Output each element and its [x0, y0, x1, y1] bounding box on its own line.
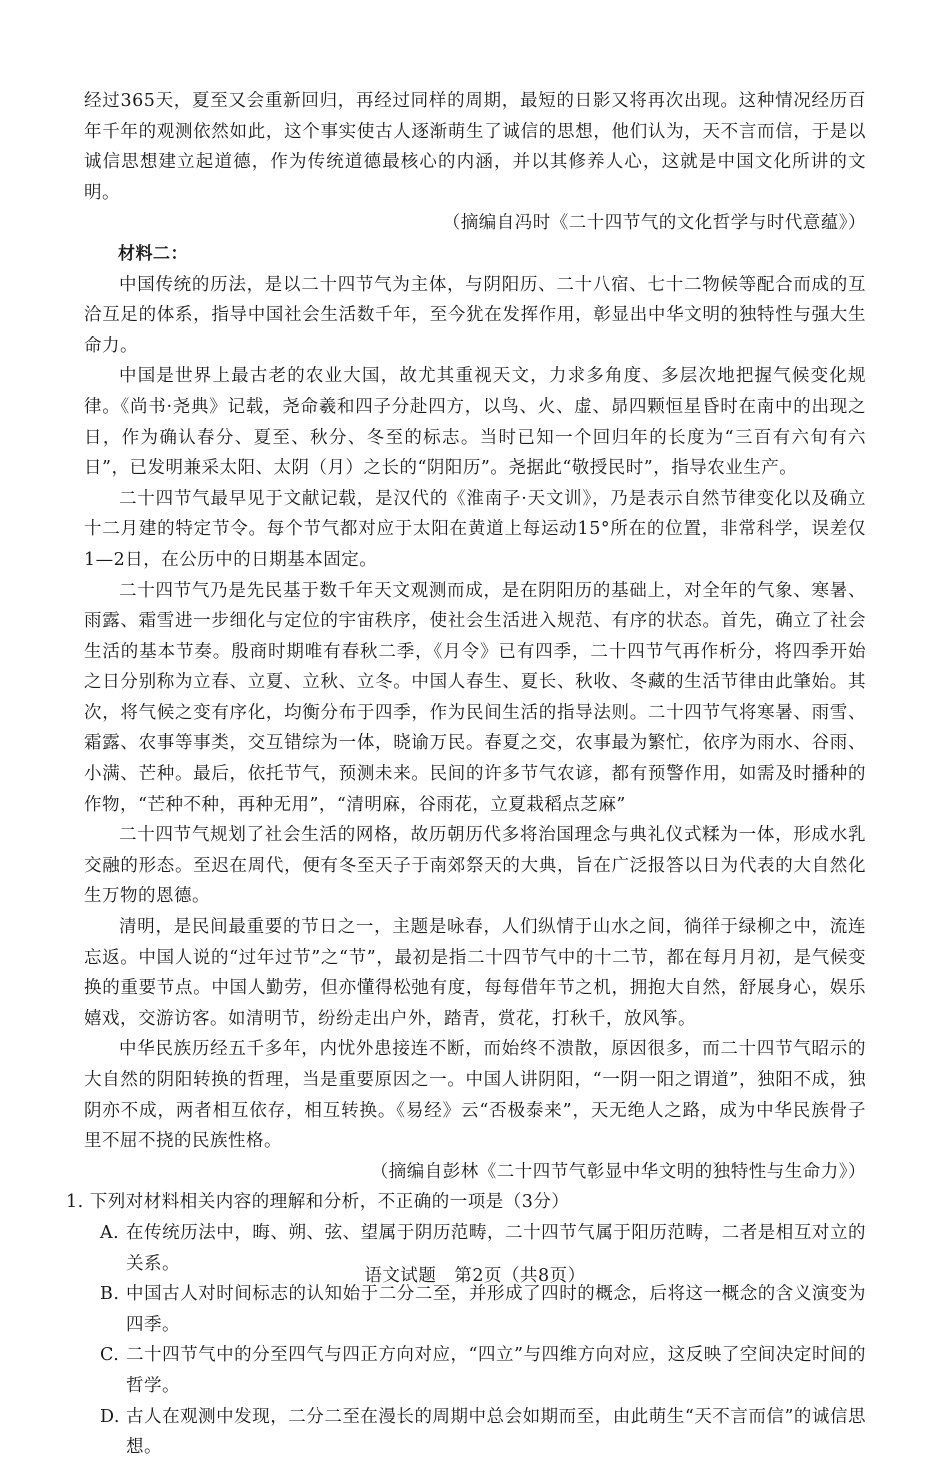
exam-page-content [66, 86, 866, 1463]
option-d-text: 古人在观测中发现，二分二至在漫长的周期中总会如期而至，由此萌生“天不言而信”的诚信思想。 [126, 1406, 866, 1458]
option-d-label: D. [100, 1406, 120, 1427]
material-2-paragraph-3: 二十四节气最早见于文献记载，是汉代的《淮南子·天文训》，乃是表示自然节律变化以及确立十二月建的特定节令。每个节气都对应于太阳在黄道上每运动15°所在的位置，非常科学，误差仅1—2日，在公历中的日期基本固定。 [84, 488, 866, 570]
material-2-paragraph-7: 中华民族历经五千多年，内忧外患接连不断，而始终不溃散，原因很多，而二十四节气昭示的大自然的阴阳转换的哲理，当是重要原因之一。中国人讲阴阳，“一阴一阳之谓道”，独阳不成，独阴亦不成，两者相互依存，相互转换。《易经》云“否极泰来”，天无绝人之路，成为中华民族骨子里不屈不挠的民族性格。 [84, 1039, 866, 1152]
page-footer: 语文试题 第2页（共8页） [364, 1266, 586, 1286]
material-2-paragraph-2: 中国是世界上最古老的农业大国，故尤其重视天文，力求多角度、多层次地把握气候变化规律。《尚书·尧典》记载，尧命羲和四子分赴四方，以鸟、火、虚、昴四颗恒星昏时在南中的出现之日，作为确认春分、夏至、秋分、冬至的标志。当时已知一个回归年的长度为“三百有六旬有六日”，已发明兼采太阳、太阴（月）之长的“阴阳历”。尧据此“敬授民时”，指导农业生产。 [84, 366, 866, 479]
source-citation-2: （摘编自彭林《二十四节气彰显中华文明的独特性与生命力》） [370, 1161, 866, 1182]
source-citation-1: （摘编自冯时《二十四节气的文化哲学与时代意蕴》） [442, 213, 866, 234]
material-2-paragraph-6: 清明，是民间最重要的节日之一，主题是咏春，人们纵情于山水之间，徜徉于绿柳之中，流连忘返。中国人说的“过年过节”之“节”，最初是指二十四节气中的十二节，都在每月月初，是气候变换的重要节点。中国人勤劳，但亦懂得松弛有度，每每借年节之机，拥抱大自然，舒展身心，娱乐嬉戏，交游访客。如清明节，纷纷走出户外，踏青，赏花，打秋千，放风筝。 [84, 917, 866, 1029]
question-1-option-b [84, 1279, 866, 1340]
material-2-paragraph-5: 二十四节气规划了社会生活的网格，故历朝历代多将治国理念与典礼仪式糅为一体，形成水乳交融的形态。至迟在周代，便有冬至天子于南郊祭天的大典，旨在广泛报答以日为代表的大自然化生万物的恩德。 [84, 825, 866, 907]
material-2-paragraph-1: 中国传统的历法，是以二十四节气为主体，与阴阳历、二十八宿、七十二物候等配合而成的互洽互足的体系，指导中国社会生活数千年，至今犹在发挥作用，彰显出中华文明的独特性与强大生命力。 [84, 274, 866, 356]
option-a-text: 在传统历法中，晦、朔、弦、望属于阴历范畴，二十四节气属于阳历范畴，二者是相互对立的关系。 [126, 1222, 866, 1274]
top-paragraph: 经过365天，夏至又会重新回归，再经过同样的周期，最短的日影又将再次出现。这种情况经历百年千年的观测依然如此，这个事实使古人逐渐萌生了诚信的思想，他们认为，天不言而信，于是以诚信思想建立起道德，作为传统道德最核心的内涵，并以其修养人心，这就是中国文化所讲的文明。 [84, 91, 866, 203]
option-a-label: A. [100, 1222, 120, 1243]
option-b-text: 中国古人对时间标志的认知始于二分二至，并形成了四时的概念，后将这一概念的含义演变为四季。 [126, 1284, 866, 1335]
question-1-option-d [84, 1402, 866, 1463]
question-1-stem: 1. 下列对材料相关内容的理解和分析，不正确的一项是（3分） [66, 1192, 570, 1213]
option-b-label: B. [100, 1284, 120, 1305]
option-c-text: 二十四节气中的分至四气与四正方向对应，“四立”与四维方向对应，这反映了空间决定时间的哲学。 [126, 1345, 866, 1396]
question-1-option-c [84, 1340, 866, 1401]
option-c-label: C. [100, 1345, 120, 1366]
material-2-heading: 材料二： [118, 243, 188, 264]
material-2-paragraph-4: 二十四节气乃是先民基于数千年天文观测而成，是在阴阳历的基础上，对全年的气象、寒暑、雨露、霜雪进一步细化与定位的宇宙秩序，使社会生活进入规范、有序的状态。首先，确立了社会生活的基本节奏。殷商时期唯有春秋二季，《月令》已有四季，二十四节气再作析分，将四季开始之日分别称为立春、立夏、立秋、立冬。中国人春生、夏长、秋收、冬藏的生活节律由此肇始。其次，将气候之变有序化，均衡分布于四季，作为民间生活的指导法则。二十四节气将寒暑、雨雪、霜露、农事等事类，交互错综为一体，晓谕万民。春夏之交，农事最为繁忙，依序为雨水、谷雨、小满、芒种。最后，依托节气，预测未来。民间的许多节气农谚，都有预警作用，如需及时播种的作物，“芒种不种，再种无用”，“清明麻，谷雨花，立夏栽稻点芝麻” [84, 580, 866, 815]
